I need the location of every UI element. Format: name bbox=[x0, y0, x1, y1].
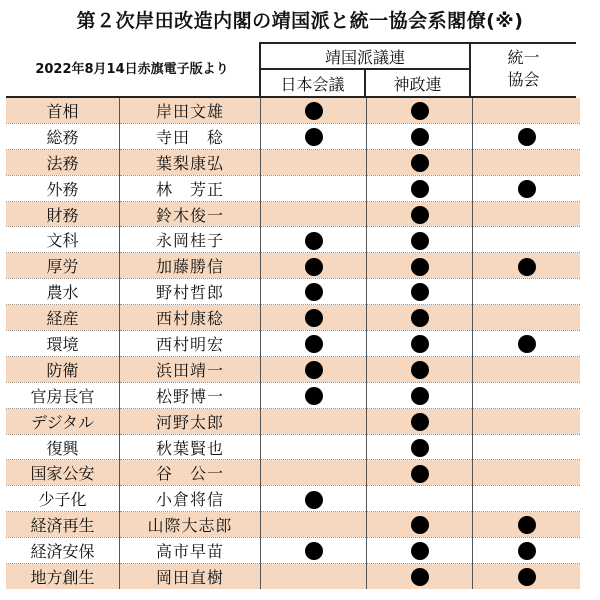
table-row bbox=[6, 512, 580, 538]
shinseiren-cell bbox=[367, 98, 473, 123]
shinseiren-cell bbox=[367, 227, 473, 253]
membership-dot-icon bbox=[305, 232, 323, 250]
table-row bbox=[6, 305, 580, 331]
nippon-kaigi-cell bbox=[261, 98, 367, 123]
membership-dot-icon bbox=[518, 568, 536, 586]
post-cell: 官房長官 bbox=[6, 382, 120, 408]
table-row bbox=[6, 434, 580, 460]
nippon-kaigi-cell bbox=[261, 279, 367, 305]
post-cell: 厚労 bbox=[6, 253, 120, 279]
membership-dot-icon bbox=[411, 542, 429, 560]
table-row bbox=[6, 331, 580, 357]
membership-dot-icon bbox=[305, 283, 323, 301]
table-row bbox=[6, 382, 580, 408]
membership-dot-icon bbox=[305, 361, 323, 379]
membership-dot-icon bbox=[305, 309, 323, 327]
minister-name-cell: 葉梨康弘 bbox=[120, 149, 261, 175]
shinseiren-cell bbox=[367, 382, 473, 408]
membership-dot-icon bbox=[411, 102, 429, 120]
table-row bbox=[6, 279, 580, 305]
nippon-kaigi-cell bbox=[261, 434, 367, 460]
table-row bbox=[6, 98, 580, 123]
nippon-kaigi-cell bbox=[261, 175, 367, 201]
table-row bbox=[6, 253, 580, 279]
shinseiren-cell bbox=[367, 564, 473, 589]
membership-dot-icon bbox=[305, 335, 323, 353]
table-row bbox=[6, 123, 580, 149]
membership-dot-icon bbox=[411, 439, 429, 457]
unification-cell bbox=[473, 460, 581, 486]
minister-name-cell: 岸田文雄 bbox=[120, 98, 261, 123]
post-cell: 経済安保 bbox=[6, 538, 120, 564]
unification-cell bbox=[473, 356, 581, 382]
table-row bbox=[6, 408, 580, 434]
table-row bbox=[6, 227, 580, 253]
shinseiren-cell bbox=[367, 253, 473, 279]
header-nippon-kaigi: 日本会議 bbox=[280, 75, 345, 94]
membership-dot-icon bbox=[305, 128, 323, 146]
membership-dot-icon bbox=[411, 568, 429, 586]
shinseiren-cell bbox=[367, 123, 473, 149]
unification-cell bbox=[473, 512, 581, 538]
membership-dot-icon bbox=[411, 465, 429, 483]
shinseiren-cell bbox=[367, 460, 473, 486]
shinseiren-cell bbox=[367, 149, 473, 175]
post-cell: 経済再生 bbox=[6, 512, 120, 538]
membership-dot-icon bbox=[305, 258, 323, 276]
membership-dot-icon bbox=[518, 516, 536, 534]
table-row bbox=[6, 460, 580, 486]
membership-dot-icon bbox=[411, 413, 429, 431]
membership-dot-icon bbox=[411, 232, 429, 250]
shinseiren-cell bbox=[367, 512, 473, 538]
shinseiren-cell bbox=[367, 201, 473, 227]
minister-name-cell: 山際大志郎 bbox=[120, 512, 261, 538]
table-row bbox=[6, 149, 580, 175]
membership-dot-icon bbox=[411, 206, 429, 224]
table-row bbox=[6, 201, 580, 227]
minister-name-cell: 浜田靖一 bbox=[120, 356, 261, 382]
shinseiren-cell bbox=[367, 486, 473, 512]
nippon-kaigi-cell bbox=[261, 227, 367, 253]
nippon-kaigi-cell bbox=[261, 564, 367, 589]
shinseiren-cell bbox=[367, 408, 473, 434]
membership-dot-icon bbox=[411, 180, 429, 198]
membership-dot-icon bbox=[411, 335, 429, 353]
post-cell: 農水 bbox=[6, 279, 120, 305]
unification-cell bbox=[473, 227, 581, 253]
nippon-kaigi-cell bbox=[261, 460, 367, 486]
post-cell: 外務 bbox=[6, 175, 120, 201]
nippon-kaigi-cell bbox=[261, 408, 367, 434]
membership-dot-icon bbox=[305, 102, 323, 120]
membership-dot-icon bbox=[411, 516, 429, 534]
nippon-kaigi-cell bbox=[261, 201, 367, 227]
post-cell: 環境 bbox=[6, 331, 120, 357]
minister-name-cell: 林 芳正 bbox=[120, 175, 261, 201]
post-cell: 文科 bbox=[6, 227, 120, 253]
table-row bbox=[6, 564, 580, 589]
nippon-kaigi-cell bbox=[261, 486, 367, 512]
post-cell: 復興 bbox=[6, 434, 120, 460]
membership-dot-icon bbox=[411, 387, 429, 405]
post-cell: 防衛 bbox=[6, 356, 120, 382]
membership-dot-icon bbox=[411, 283, 429, 301]
nippon-kaigi-cell bbox=[261, 382, 367, 408]
unification-cell bbox=[473, 486, 581, 512]
unification-cell bbox=[473, 201, 581, 227]
post-cell: 法務 bbox=[6, 149, 120, 175]
minister-name-cell: 寺田 稔 bbox=[120, 123, 261, 149]
cabinet-table-body bbox=[6, 98, 580, 589]
membership-dot-icon bbox=[518, 128, 536, 146]
nippon-kaigi-cell bbox=[261, 123, 367, 149]
minister-name-cell: 西村康稔 bbox=[120, 305, 261, 331]
header-yasukuni-group: 靖国派議連 bbox=[324, 48, 405, 67]
unification-cell bbox=[473, 123, 581, 149]
minister-name-cell: 加藤勝信 bbox=[120, 253, 261, 279]
unification-cell bbox=[473, 98, 581, 123]
table-row bbox=[6, 538, 580, 564]
header-top-rule bbox=[259, 42, 576, 44]
table-row bbox=[6, 175, 580, 201]
shinseiren-cell bbox=[367, 538, 473, 564]
membership-dot-icon bbox=[305, 387, 323, 405]
nippon-kaigi-cell bbox=[261, 356, 367, 382]
minister-name-cell: 谷 公一 bbox=[120, 460, 261, 486]
nippon-kaigi-cell bbox=[261, 331, 367, 357]
minister-name-cell: 小倉将信 bbox=[120, 486, 261, 512]
membership-dot-icon bbox=[518, 542, 536, 560]
shinseiren-cell bbox=[367, 305, 473, 331]
post-cell: 国家公安 bbox=[6, 460, 120, 486]
minister-name-cell: 高市早苗 bbox=[120, 538, 261, 564]
post-cell: 総務 bbox=[6, 123, 120, 149]
nippon-kaigi-cell bbox=[261, 149, 367, 175]
shinseiren-cell bbox=[367, 279, 473, 305]
minister-name-cell: 岡田直樹 bbox=[120, 564, 261, 589]
membership-dot-icon bbox=[305, 542, 323, 560]
shinseiren-cell bbox=[367, 434, 473, 460]
membership-dot-icon bbox=[411, 128, 429, 146]
nippon-kaigi-cell bbox=[261, 538, 367, 564]
membership-dot-icon bbox=[518, 180, 536, 198]
unification-cell bbox=[473, 279, 581, 305]
nippon-kaigi-cell bbox=[261, 305, 367, 331]
membership-dot-icon bbox=[411, 154, 429, 172]
membership-dot-icon bbox=[305, 491, 323, 509]
unification-cell bbox=[473, 305, 581, 331]
nippon-kaigi-cell bbox=[261, 512, 367, 538]
membership-dot-icon bbox=[411, 361, 429, 379]
unification-cell bbox=[473, 434, 581, 460]
minister-name-cell: 野村哲郎 bbox=[120, 279, 261, 305]
minister-name-cell: 河野太郎 bbox=[120, 408, 261, 434]
unification-cell bbox=[473, 253, 581, 279]
post-cell: 首相 bbox=[6, 98, 120, 123]
membership-dot-icon bbox=[518, 335, 536, 353]
membership-dot-icon bbox=[518, 258, 536, 276]
membership-dot-icon bbox=[411, 258, 429, 276]
unification-cell bbox=[473, 538, 581, 564]
shinseiren-cell bbox=[367, 331, 473, 357]
minister-name-cell: 鈴木俊一 bbox=[120, 201, 261, 227]
header-unification: 統一 協会 bbox=[507, 48, 540, 89]
post-cell: 財務 bbox=[6, 201, 120, 227]
minister-name-cell: 松野博一 bbox=[120, 382, 261, 408]
minister-name-cell: 西村明宏 bbox=[120, 331, 261, 357]
unification-cell bbox=[473, 408, 581, 434]
nippon-kaigi-cell bbox=[261, 253, 367, 279]
post-cell: 地方創生 bbox=[6, 564, 120, 589]
page-title: 第２次岸田改造内閣の靖国派と統一協会系閣僚(※) bbox=[76, 10, 524, 32]
unification-cell bbox=[473, 331, 581, 357]
shinseiren-cell bbox=[367, 175, 473, 201]
minister-name-cell: 永岡桂子 bbox=[120, 227, 261, 253]
header-shinseiren: 神政連 bbox=[393, 75, 442, 94]
unification-cell bbox=[473, 382, 581, 408]
table-row bbox=[6, 486, 580, 512]
post-cell: 少子化 bbox=[6, 486, 120, 512]
unification-cell bbox=[473, 564, 581, 589]
shinseiren-cell bbox=[367, 356, 473, 382]
post-cell: デジタル bbox=[6, 408, 120, 434]
unification-cell bbox=[473, 175, 581, 201]
table-row bbox=[6, 356, 580, 382]
post-cell: 経産 bbox=[6, 305, 120, 331]
cabinet-table bbox=[6, 98, 580, 589]
membership-dot-icon bbox=[411, 309, 429, 327]
minister-name-cell: 秋葉賢也 bbox=[120, 434, 261, 460]
source-note: 2022年8月14日赤旗電子版より bbox=[35, 62, 229, 77]
unification-cell bbox=[473, 149, 581, 175]
